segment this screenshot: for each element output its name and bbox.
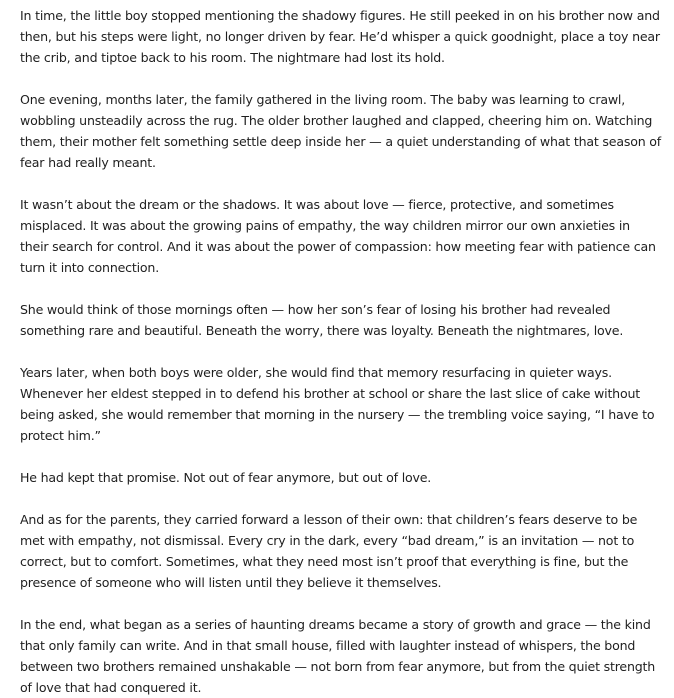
paragraph-1: In time, the little boy stopped mentioning the shadowy figures. He still peeked in on his brother now and then, but his steps were light, no longer driven by fear. He’d whisper a quick goodnight, place a toy near the crib, and tiptoe back to his room. The nightmare had lost its hold. (20, 8, 660, 65)
paragraph-8: In the end, what began as a series of haunting dreams became a story of growth and grace — the kind that only family can write. And in that small house, filled with laughter instead of whispers, the bond between two brothers remained unshakable — not born from fear anymore, but from the quiet strength of love that had conquered it. (20, 617, 656, 695)
paragraph-3: It wasn’t about the dream or the shadows. It was about love — fierce, protective, and sometimes misplaced. It was about the growing pains of empathy, the way children mirror our own anxieties in their search for control. And it was about the power of compassion: how meeting fear with patience can turn it into connection. (20, 197, 656, 275)
paragraph-7: And as for the parents, they carried forward a lesson of their own: that children’s fears deserve to be met with empathy, not dismissal. Every cry in the dark, every “bad dream,” is an invitation — not to correct, but to comfort. Sometimes, what they need most isn’t proof that everything is fine, but the presence of someone who will listen until they believe it themselves. (20, 512, 638, 590)
paragraph-6: He had kept that promise. Not out of fear anymore, but out of love. (20, 470, 432, 485)
paragraph-2: One evening, months later, the family gathered in the living room. The baby was learning to crawl, wobbling unsteadily across the rug. The older brother laughed and clapped, cheering him on. Watching them, their mother felt something settle deep inside her — a quiet understanding of what that season of fear had really meant. (20, 92, 662, 170)
paragraph-4: She would think of those mornings often — how her son’s fear of losing his brother had revealed something rare and beautiful. Beneath the worry, there was loyalty. Beneath the nightmares, love. (20, 302, 624, 338)
paragraph-5: Years later, when both boys were older, she would find that memory resurfacing in quieter ways. Whenever her eldest stepped in to defend his brother at school or share the last slice of cake without being asked, she would remember that morning in the nursery — the trembling voice saying, “I have to protect him.” (20, 365, 655, 443)
